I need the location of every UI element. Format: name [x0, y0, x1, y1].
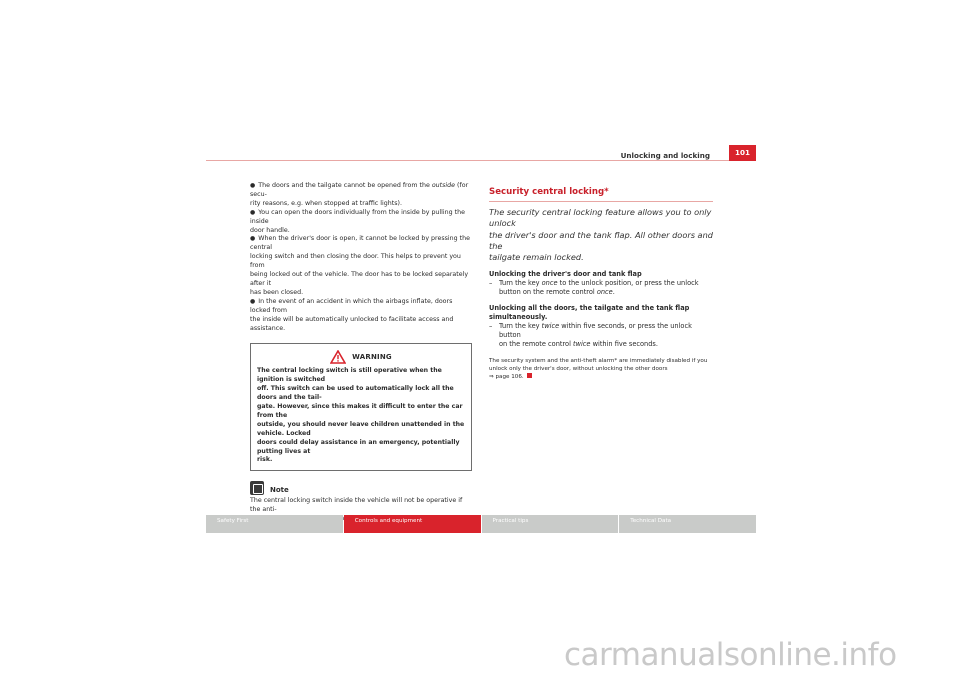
- step-text: [499, 279, 699, 297]
- note-title: Note: [270, 486, 289, 495]
- step-text-part: within five seconds.: [590, 340, 658, 349]
- tab-controls-and-equipment[interactable]: Controls and equipment: [344, 515, 481, 533]
- security-note: [489, 357, 713, 381]
- end-mark-icon: [527, 373, 532, 378]
- bullet-item: [250, 182, 472, 209]
- bullet-text: You can open the doors individually from the inside by pulling the inside door handle.: [250, 208, 465, 234]
- section-title: Security central locking*: [489, 187, 713, 202]
- watermark: carmanualsonline.info: [564, 637, 897, 673]
- bullet-item: [250, 298, 472, 334]
- bullet-icon: ●: [250, 182, 256, 189]
- step-text-part: .: [612, 288, 615, 297]
- warning-triangle-icon: [330, 350, 346, 364]
- right-column: [489, 187, 713, 381]
- header-rule: [206, 160, 756, 161]
- step-unlock-all-doors: [489, 322, 713, 349]
- warning-title: WARNING: [352, 352, 392, 361]
- note-text-body: The central locking switch inside the vehicle will not be operative if the anti-: [250, 497, 463, 514]
- tab-practical-tips[interactable]: Practical tips: [482, 515, 619, 533]
- footer-nav: [206, 515, 756, 533]
- step-text-part: to the unlock position, or press the unlock button on the remote control: [499, 279, 699, 297]
- warning-text: The central locking switch is still operative when the ignition is switched off. This switch can be used to automatically lock all the doors and the tail- gate. However, since this makes it difficult to enter the car from the outside, you should never leave children unattended in the vehicle. Locked doors could delay assistance in an emergency, potentially putting lives at risk.: [257, 367, 465, 464]
- step-emphasis: twice: [541, 322, 560, 331]
- tab-technical-data[interactable]: Technical Data: [619, 515, 756, 533]
- bullet-icon: ●: [250, 297, 256, 305]
- bullet-list: [250, 182, 472, 333]
- subheading-all-doors: Unlocking all the doors, the tailgate and the tank flap simultaneously.: [489, 304, 690, 322]
- step-dash: –: [489, 322, 493, 331]
- bullet-emphasis: outside: [431, 182, 456, 189]
- step-unlock-driver-door: [489, 279, 713, 297]
- step-text-part: within five seconds, or press the unlock button on the remote control: [499, 322, 692, 349]
- page-number: 101: [729, 145, 756, 161]
- note-header: [250, 479, 472, 495]
- bullet-icon: ●: [250, 235, 256, 243]
- bullet-text: The doors and the tailgate cannot be opened from the: [258, 182, 432, 189]
- step-text-part: Turn the key: [499, 322, 542, 331]
- bullet-text: When the driver's door is open, it cannot be locked by pressing the central locking switch and then closing the door. This helps to prevent you from being locked out of the vehicle. The door has to be locked separately after it has been closed.: [250, 235, 471, 296]
- left-column: [250, 182, 472, 524]
- section-intro: The security central locking feature allows you to only unlock the driver's door and the tank flap. All other doors and the tailgate remain locked.: [489, 207, 713, 263]
- step-emphasis: once: [596, 288, 613, 297]
- bullet-text: In the event of an accident in which the airbags inflate, doors locked from the inside will be automatically unlocked to facilitate access and assistance.: [250, 297, 454, 332]
- bullet-item: [250, 235, 472, 297]
- warning-box: [250, 343, 472, 471]
- security-note-text: The security system and the anti-theft alarm* are immediately disabled if you unlock only the driver's door, without unlocking the other doors ⇒ page 106.: [489, 358, 708, 381]
- bullet-icon: ●: [250, 208, 256, 216]
- note-icon: [250, 481, 264, 495]
- step-emphasis: twice: [573, 340, 591, 349]
- bullet-text: (for secu- rity reasons, e.g. when stopped at traffic lights).: [250, 182, 469, 207]
- subheading-driver-door: Unlocking the driver's door and tank flap: [489, 270, 642, 279]
- warning-header: [257, 350, 465, 364]
- step-dash: –: [489, 279, 493, 288]
- step-text: [499, 322, 713, 349]
- page-header-title: Unlocking and locking: [620, 151, 710, 160]
- step-text-part: Turn the key: [499, 279, 542, 288]
- bullet-item: [250, 209, 472, 236]
- step-emphasis: once: [541, 279, 558, 288]
- tab-safety-first[interactable]: Safety First: [206, 515, 343, 533]
